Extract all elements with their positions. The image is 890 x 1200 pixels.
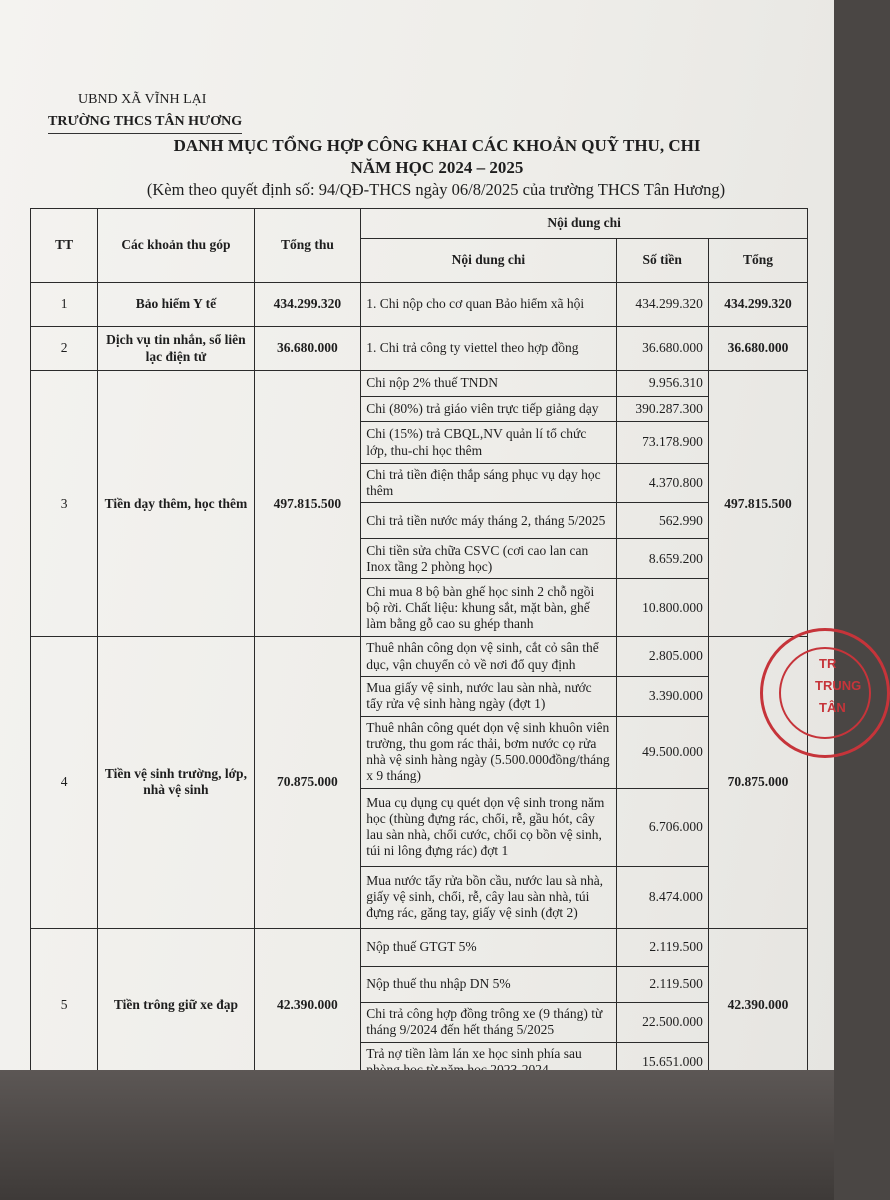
spending-sum: 497.815.500	[708, 371, 807, 637]
row-number: 3	[31, 371, 98, 637]
header-tt: TT	[31, 209, 98, 283]
decision-reference: (Kèm theo quyết định số: 94/QĐ-THCS ngày 06/8/2025 của trường THCS Tân Hương)	[146, 180, 726, 199]
spending-description: 1. Chi nộp cho cơ quan Bảo hiểm xã hội	[361, 283, 616, 327]
income-total: 497.815.500	[254, 371, 361, 637]
row-number: 1	[31, 283, 98, 327]
row-number: 4	[31, 637, 98, 928]
spending-sum: 434.299.320	[708, 283, 807, 327]
table-row	[31, 327, 808, 371]
spending-amount: 562.990	[616, 503, 708, 539]
income-item-name: Tiền vệ sinh trường, lớp, nhà vệ sinh	[98, 637, 254, 928]
background-surface	[0, 1070, 834, 1200]
spending-description: Chi tiền sửa chữa CSVC (cơi cao lan can Inox tầng 2 phòng học)	[361, 539, 616, 579]
spending-amount: 9.956.310	[616, 371, 708, 397]
spending-description: Chi (80%) trả giáo viên trực tiếp giảng dạy	[361, 397, 616, 422]
spending-amount: 8.474.000	[616, 866, 708, 928]
spending-description: Trả nợ tiền làm lán xe học sinh phía sau	[361, 1042, 616, 1082]
spending-description: Mua giấy vệ sinh, nước lau sàn nhà, nước tẩy rửa vệ sinh hàng ngày (đợt 1)	[361, 676, 616, 716]
income-item-name: Tiền dạy thêm, học thêm	[98, 371, 254, 637]
agency-name: UBND XÃ VĨNH LẠI	[78, 92, 207, 107]
spending-description: Chi trả công hợp đồng trông xe (9 tháng) từ tháng 9/2024 đến hết tháng 5/2025	[361, 1002, 616, 1042]
spending-amount: 2.805.000	[616, 637, 708, 676]
spending-sum: 36.680.000	[708, 327, 807, 371]
spending-amount: 36.680.000	[616, 327, 708, 371]
income-item-name: Bảo hiểm Y tế	[98, 283, 254, 327]
spending-amount: 2.119.500	[616, 928, 708, 966]
header-spending-group: Nội dung chi	[361, 209, 808, 239]
spending-amount: 390.287.300	[616, 397, 708, 422]
income-item-name: Dịch vụ tin nhắn, sổ liên lạc điện tử	[98, 327, 254, 371]
spending-description: Mua cụ dụng cụ quét dọn vệ sinh trong năm học (thùng đựng rác, chổi, rễ, gầu hót, cây lau sàn nhà, chổi cước, chổi cọ bồn vệ sinh, túi ni lông đựng rác) đợt 1	[361, 788, 616, 866]
table-row	[31, 371, 808, 397]
school-name: TRƯỜNG THCS TÂN HƯƠNG	[48, 114, 242, 134]
spending-amount: 434.299.320	[616, 283, 708, 327]
school-year: NĂM HỌC 2024 – 2025	[350, 158, 524, 177]
row-number: 2	[31, 327, 98, 371]
spending-description: Mua nước tẩy rửa bồn cầu, nước lau sà nhà, giấy vệ sinh, chổi, rễ, cây lau sàn nhà, túi đựng rác, găng tay, giấy vệ sinh (đợt 2)	[361, 866, 616, 928]
official-stamp	[760, 628, 890, 758]
spending-amount: 22.500.000	[616, 1002, 708, 1042]
stamp-text-1: TR	[819, 656, 837, 671]
stamp-text-2: TRUNG	[815, 678, 862, 693]
table-row	[31, 637, 808, 676]
spending-description: Chi trả tiền điện thắp sáng phục vụ dạy học thêm	[361, 464, 616, 503]
spending-amount: 73.178.900	[616, 422, 708, 464]
spending-amount: 15.651.000	[616, 1042, 708, 1082]
spending-sum: 70.875.000	[708, 637, 807, 928]
table-row	[31, 928, 808, 966]
spending-description: Thuê nhân công dọn vệ sinh, cắt cỏ sân thể dục, vận chuyển cỏ về nơi đổ quy định	[361, 637, 616, 676]
header-items: Các khoản thu góp	[98, 209, 254, 283]
row-number: 5	[31, 928, 98, 1082]
header-sum: Tổng	[708, 239, 807, 283]
spending-description: Nộp thuế thu nhập DN 5%	[361, 966, 616, 1002]
spending-amount: 2.119.500	[616, 966, 708, 1002]
table-body	[31, 283, 808, 1083]
document-title: DANH MỤC TỔNG HỢP CÔNG KHAI CÁC KHOẢN QUỸ THU, CHI	[173, 136, 701, 155]
table-header-row	[31, 209, 808, 239]
income-total: 36.680.000	[254, 327, 361, 371]
spending-description: Chi trả tiền nước máy tháng 2, tháng 5/2025	[361, 503, 616, 539]
income-total: 42.390.000	[254, 928, 361, 1082]
spending-description: Nộp thuế GTGT 5%	[361, 928, 616, 966]
spending-description: Chi nộp 2% thuế TNDN	[361, 371, 616, 397]
spending-description: 1. Chi trả công ty viettel theo hợp đồng	[361, 327, 616, 371]
spending-amount: 4.370.800	[616, 464, 708, 503]
stamp-text-3: TÂN	[819, 700, 846, 715]
spending-amount: 6.706.000	[616, 788, 708, 866]
spending-description: Chi mua 8 bộ bàn ghế học sinh 2 chỗ ngồi bộ rời. Chất liệu: khung sắt, mặt bàn, ghế làm bằng gỗ cao su ghép thanh	[361, 579, 616, 637]
header-total-income: Tổng thu	[254, 209, 361, 283]
spending-sum: 42.390.000	[708, 928, 807, 1082]
spending-description: Chi (15%) trả CBQL,NV quản lí tổ chức lớp, thu-chi học thêm	[361, 422, 616, 464]
income-item-name: Tiền trông giữ xe đạp	[98, 928, 254, 1082]
income-total: 434.299.320	[254, 283, 361, 327]
income-total: 70.875.000	[254, 637, 361, 928]
spending-amount: 10.800.000	[616, 579, 708, 637]
header-amount: Số tiền	[616, 239, 708, 283]
table-row	[31, 283, 808, 327]
spending-amount: 3.390.000	[616, 676, 708, 716]
spending-amount: 49.500.000	[616, 716, 708, 788]
spending-description: Thuê nhân công quét dọn vệ sinh khuôn viên trường, thu gom rác thải, bơm nước cọ rửa nhà vệ sinh hàng ngày (5.500.000đồng/tháng x 9 tháng)	[361, 716, 616, 788]
income-expense-table	[30, 208, 808, 1083]
spending-amount: 8.659.200	[616, 539, 708, 579]
header-spending-desc: Nội dung chi	[361, 239, 616, 283]
